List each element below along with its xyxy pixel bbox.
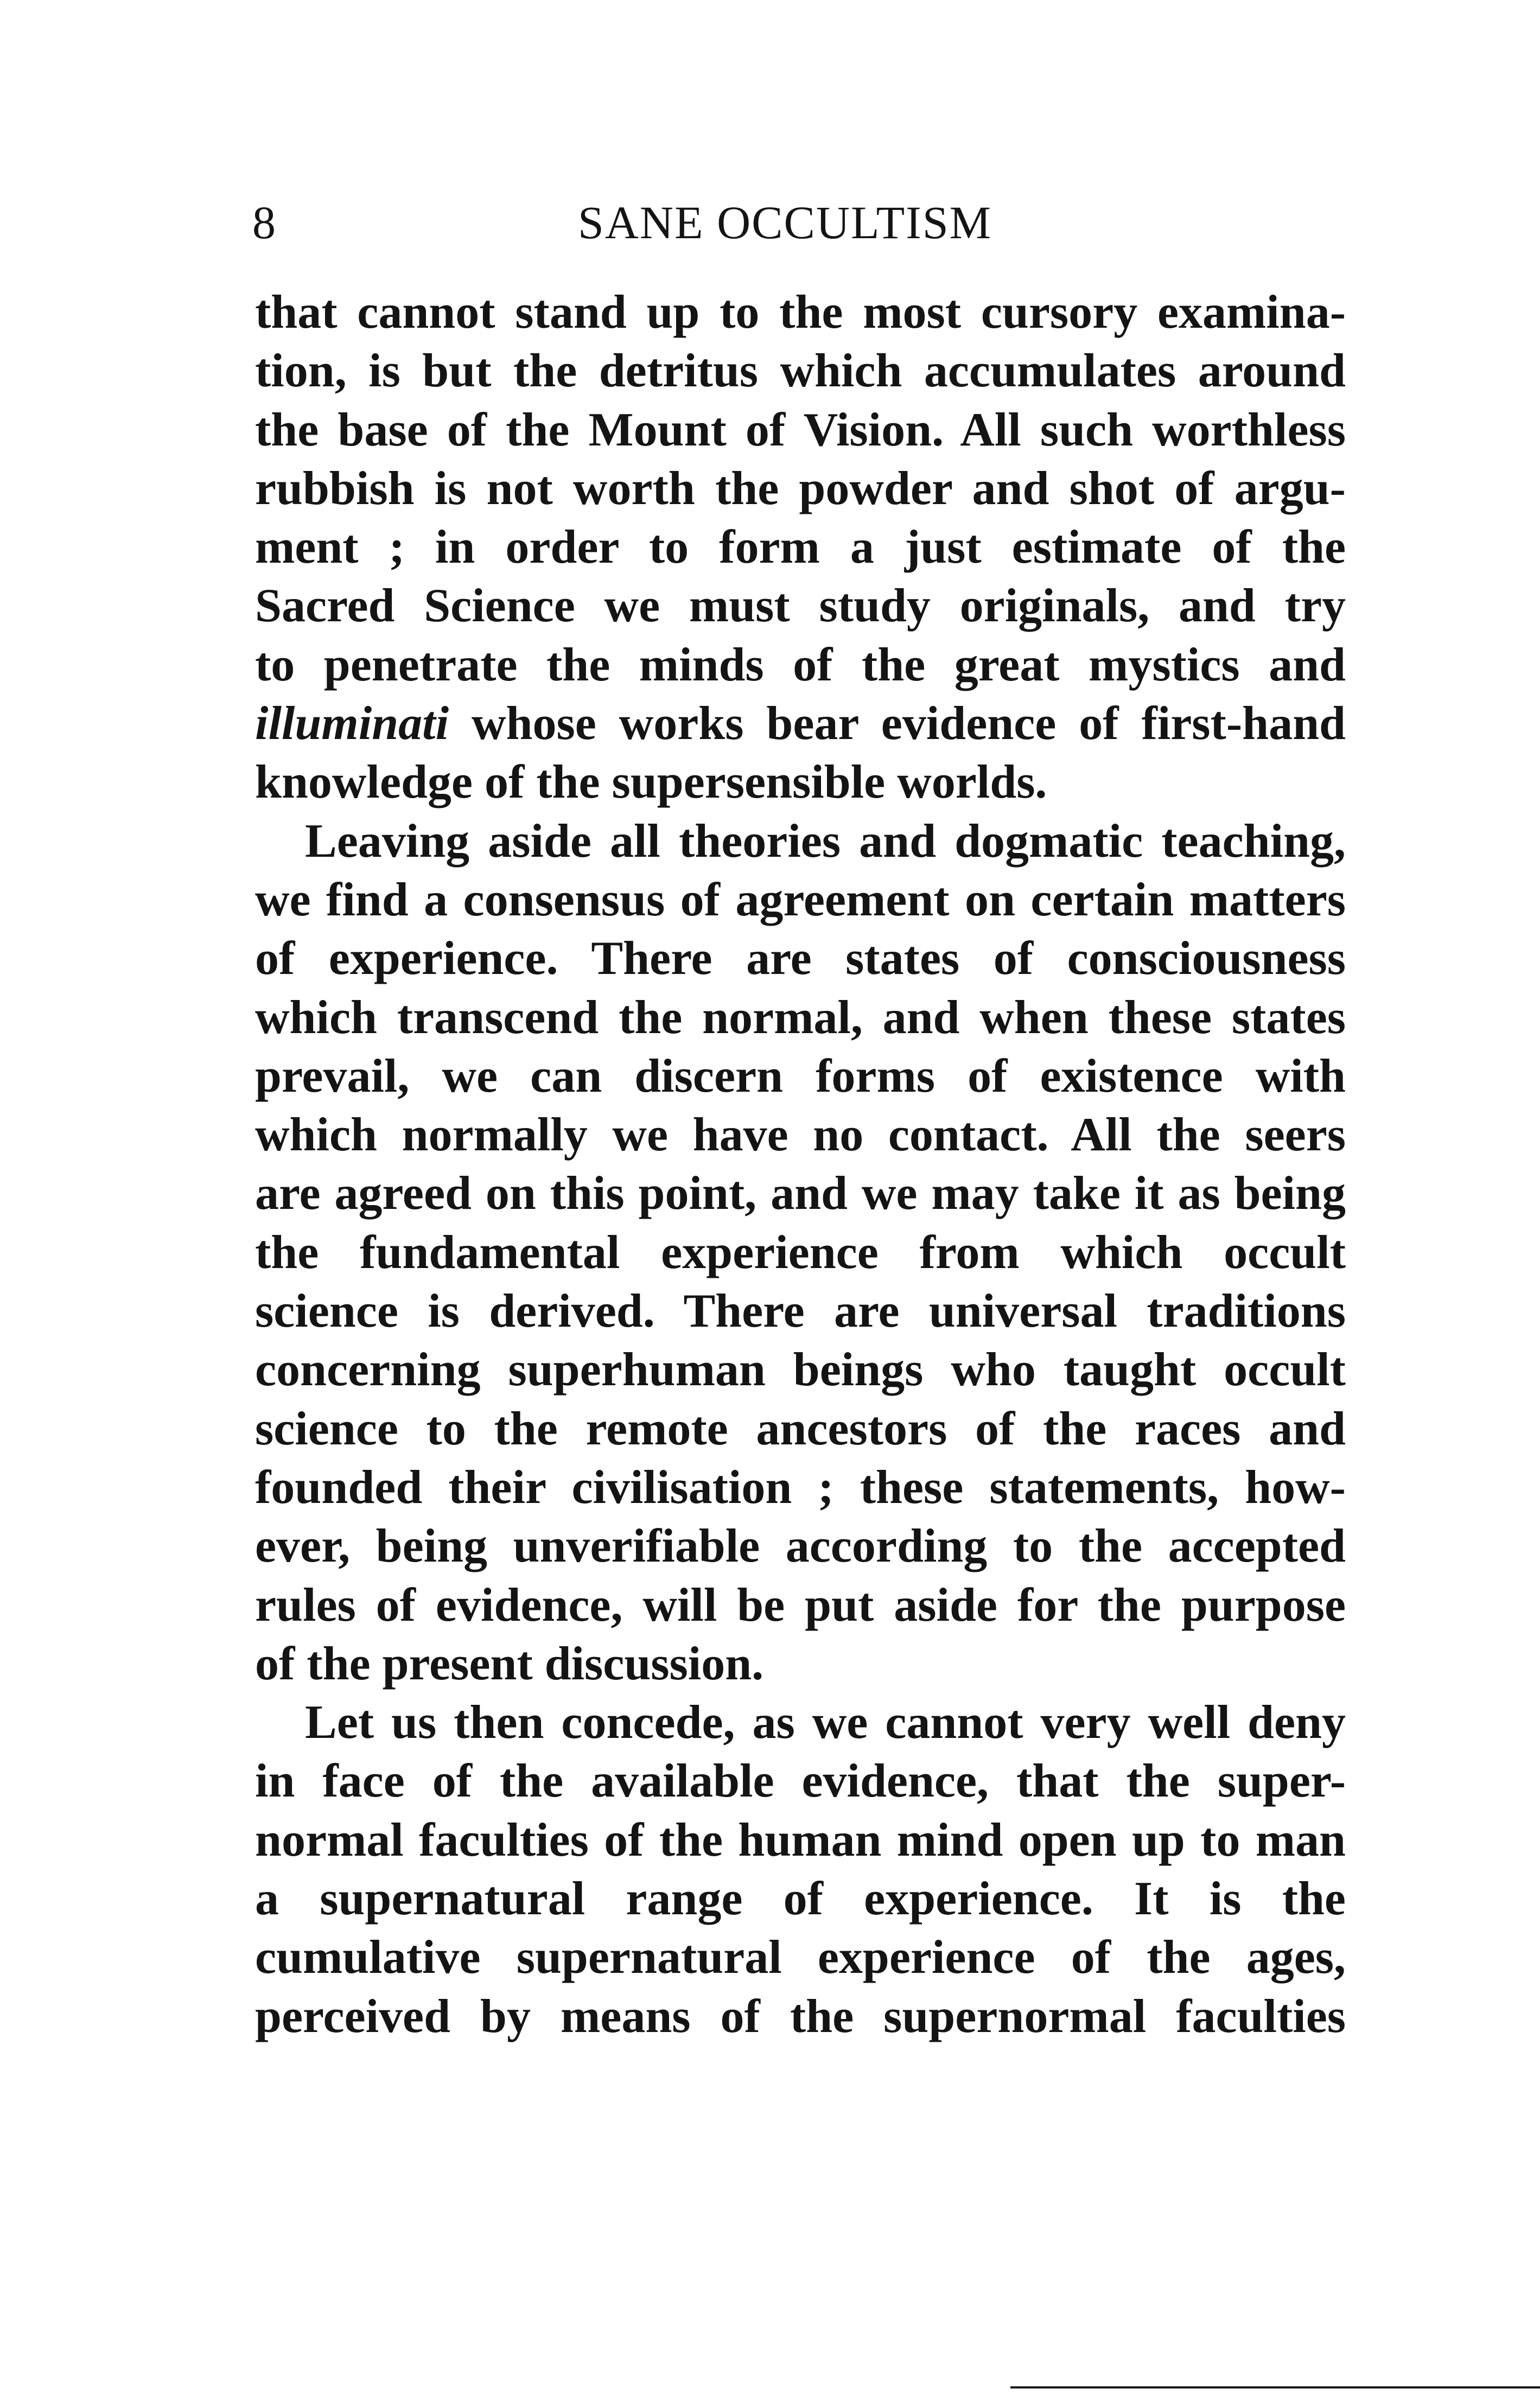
- text-line: of experience. There are states of consciousness: [255, 932, 1346, 985]
- text-line: science to the remote ancestors of the races and: [255, 1402, 1346, 1455]
- text-line: cumulative supernatural experience of the ages,: [255, 1931, 1346, 1984]
- page-number: 8: [252, 196, 276, 249]
- paragraph-start-line: Let us then concede, as we cannot very well deny: [305, 1696, 1346, 1749]
- text-line: ment ; in order to form a just estimate of the: [255, 521, 1346, 574]
- text-line: science is derived. There are universal traditions: [255, 1285, 1346, 1338]
- text-line: that cannot stand up to the most cursory examina-: [255, 286, 1346, 339]
- body-text: [255, 283, 1346, 2046]
- text-line: rubbish is not worth the powder and shot of argu-: [255, 462, 1346, 515]
- text-line: knowledge of the supersensible worlds.: [255, 756, 1047, 809]
- running-head: [252, 190, 1343, 255]
- paragraph-start-line: Leaving aside all theories and dogmatic teaching,: [305, 814, 1346, 868]
- text-line: which transcend the normal, and when these states: [255, 991, 1346, 1044]
- scan-edge-rule: [1010, 2386, 1540, 2388]
- text-line: in face of the available evidence, that the super-: [255, 1755, 1346, 1808]
- text-line: Sacred Science we must study originals, and try: [255, 579, 1346, 633]
- text-line: the base of the Mount of Vision. All such worthless: [255, 403, 1346, 456]
- text-line: to penetrate the minds of the great mystics and: [255, 638, 1346, 691]
- italic-term: illuminati: [255, 697, 449, 750]
- text-line: of the present discussion.: [255, 1637, 764, 1690]
- text-line-rest: whose works bear evidence of first-hand: [471, 697, 1346, 750]
- text-line: founded their civilisation ; these statements, how-: [255, 1461, 1346, 1514]
- text-line: the fundamental experience from which occult: [255, 1226, 1346, 1279]
- text-line: we find a consensus of agreement on certain matters: [255, 873, 1346, 926]
- text-line: ever, being unverifiable according to the accepted: [255, 1520, 1346, 1573]
- text-line: normal faculties of the human mind open up to man: [255, 1813, 1346, 1867]
- text-line: tion, is but the detritus which accumulates around: [255, 345, 1346, 398]
- text-line: which normally we have no contact. All the seers: [255, 1109, 1346, 1162]
- text-line: perceived by means of the supernormal faculties: [255, 1990, 1346, 2043]
- running-title: SANE OCCULTISM: [578, 196, 992, 249]
- text-line-with-italic: [255, 695, 1346, 753]
- text-line: are agreed on this point, and we may take it as being: [255, 1167, 1346, 1220]
- text-line: prevail, we can discern forms of existence with: [255, 1049, 1346, 1103]
- text-line: rules of evidence, will be put aside for the purpose: [255, 1578, 1346, 1632]
- text-line: a supernatural range of experience. It is the: [255, 1872, 1346, 1926]
- text-line: concerning superhuman beings who taught occult: [255, 1343, 1346, 1397]
